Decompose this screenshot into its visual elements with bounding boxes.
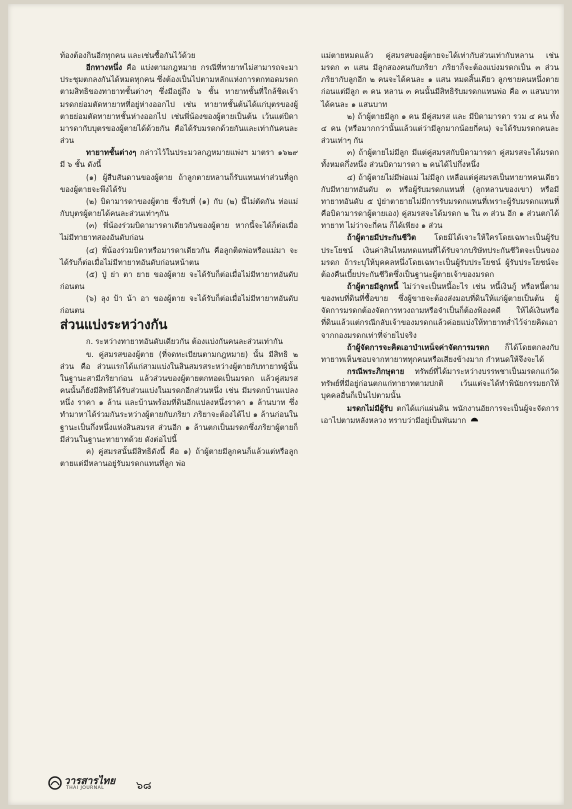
paragraph: [321, 342, 559, 366]
paragraph-text: กล่าวไว้ในประมวลกฎหมายแพ่งฯ มาตรา ๑๖๒๙ มี ๖ ชั้น ดังนี้: [60, 148, 298, 170]
paragraph-text: ข. คู่สมรสของผู้ตาย (ที่จดทะเบียนตามกฎหมาย) นั้น มีสิทธิ ๒ ส่วน คือ ส่วนแรกได้แก่สามแบ่งในสินสมรสระหว่างผู้ตายกับทายาทผู้นั้นในฐานะสามีภริยาก่อน แล้วส่วนของผู้ตายตกทอดเป็นมรดก แล้วคู่สมรสคนนั้นก็ยังมีสิทธิได้รับส่วนแบ่งในมรดกอีกส่วนหนึ่ง เช่น มีมรดกบ้านแปลงหนึ่ง ราคา ๑ ล้าน และบ้านพร้อมที่ดินอีกแปลงหนึ่งราคา ๑ ล้านบาท ซึ่งทำมาหาได้ร่วมกันระหว่างผู้ตายกับภริยา ภริยาจะต้องได้ไป ๑ ล้านก่อนในฐานะเป็นกึ่งหนึ่งแห่งสินสมรส ส่วนอีก ๑ ล้านตกเป็นมรดกซึ่งภริยาผู้ตายก็มีส่วนในฐานะทายาทด้วย ดังต่อไปนี้: [60, 349, 298, 444]
paragraph-text: ๔) ถ้าผู้ตายไม่มีพ่อแม่ ไม่มีลูก เหลือแต่คู่สมรสเป็นทายาทคนเดียว กับมีทายาทอันดับ ๓ หรือผู้รับมรดกแทนที่ (ลูกหลานของเขา) หรือมีทายาทอันดับ ๕ ปู่ย่าตายายไม่มีการรับมรดกแทนที่เพราะผู้รับมรดกแทนที่คือบิดามารดาผู้ตายเอง) คู่สมรสจะได้มรดก ๒ ใน ๓ ส่วน อีก ๑ ส่วนตกได้ทายาท ไม่ว่าจะกี่คน ก็ได้เพียง ๑ ส่วน: [321, 172, 559, 231]
paragraph: [321, 50, 559, 111]
end-mark-icon: [470, 416, 479, 425]
paragraph-lead: ทายาทชั้นต่างๆ: [86, 148, 137, 158]
paragraph-lead: กรณีพระภิกษุตาย: [347, 367, 405, 377]
paragraph-text: ท้องต้องกินอีกทุกคน และเช่นซื้อกันไว้ด้วย: [60, 51, 196, 60]
paragraph: [60, 336, 298, 348]
paragraph: [60, 196, 298, 220]
paragraph-text: ๒) ถ้าผู้ตายมีลูก ๑ คน มีคู่สมรส และ มีบิดามารดา รวม ๔ คน ทั้ง ๔ คน (หรือมากกว่านั้นแล้วแต่ว่ามีลูกมากน้อยกี่คน) จะได้รับมรดกคนละส่วนเท่าๆ กัน: [321, 111, 559, 146]
paragraph: [321, 403, 559, 427]
paragraph-lead: อีกทางหนึ่ง: [86, 63, 123, 73]
paragraph-lead: มรดกไม่มีผู้รับ: [347, 403, 393, 413]
paragraph-text: แม่ตายหมดแล้ว คู่สมรสของผู้ตายจะได้เท่ากับส่วนเท่ากับหลาน เช่น มรดก ๓ แสน มีลูกสองคนกับภริยา ภริยาก็จะต้องแบ่งมรดกเป็น ๓ ส่วน ภริยากับลูกอีก ๒ คนจะได้คนละ ๑ แสน หมดสิ้นเดียว ลูกชายคนหนึ่งตายก่อนแต่มีลูก ๓ คน หลาน ๓ คนนั้นมีสิทธิรับมรดกแทนพ่อ คือ ๓ แสนบาทได้คนละ ๑ แสนบาท: [321, 51, 559, 109]
paragraph-text: ก็ได้โดยตกลงกับทายาทเห็นชอบจากทายาททุกคนหรือเสียงข้างมาก กำหนดให้จึงจะได้: [321, 342, 559, 364]
paragraph-text: ทรัพย์ที่ได้มาระหว่างบรรพชาเป็นมรดกแก่วัด ทรัพย์ที่มีอยู่ก่อนตกแก่ทายาทตามปกติ เว้นแต่จะได้ทำพินัยกรรมยกให้บุคคลอื่นก็เป็นไปตามนั้น: [321, 367, 559, 401]
paragraph-lead: ถ้าผู้จัดการจะคิดเอาบำเหน็จค่าจัดการมรดก: [347, 342, 490, 352]
paragraph-text: โดยมิได้เจาะให้ใครโดยเฉพาะเป็นผู้รับประโยชน์ เงินค่าสินไหมทดแทนที่ได้รับจากบริษัทประกันชีวิตจะเป็นของมรดก ถ้าระบุให้บุคคลหนึ่งโดยเฉพาะเป็นผู้รับประโยชน์ ผู้รับประโยชน์จะต้องคืนเบี้ยประกันชีวิตซึ่งเป็นฐานะผู้ตายเจ้าของมรดก: [321, 233, 559, 279]
paragraph-text: ไม่ว่าจะเป็นหนี้อะไร เช่น หนี้เงินกู้ หรือหนี้ตามของพบที่ดินที่ซื้อขาย ซึ่งผู้ขายจะต้องส่งมอบที่ดินให้แก่ผู้ตายเป็นต้น ผู้จัดการมรดกต้องจัดการทวงถามหรือจำเป็นก็ต้องฟ้องคดี ให้ได้เงินหรือที่ดินแล้วแต่กรณีกลับเจ้าของมรดกแล้วค่อยแบ่งให้ทายาทส่ำไว้จ่ายคิดเอาจากกองมรดกเท่าที่จ่ายไปจริง: [321, 281, 559, 340]
paragraph-lead: ถ้าผู้ตายมีประกันชีวิต: [347, 233, 417, 243]
paragraph-lead: ถ้าผู้ตายมีลูกหนี้: [347, 281, 399, 291]
right-column: [321, 50, 559, 427]
page-footer: [48, 774, 208, 796]
magazine-logo-icon: [48, 776, 62, 790]
paragraph: [60, 62, 298, 147]
page-number: ๖๘: [136, 779, 152, 792]
magazine-logo-subtitle: THAI JOURNAL: [66, 786, 105, 791]
paragraph: [60, 220, 298, 244]
paragraph: [321, 172, 559, 233]
paragraph: [60, 269, 298, 293]
paragraph: [60, 446, 298, 470]
paragraph-text: ๓) ถ้าผู้ตายไม่มีลูก มีแต่คู่สมรสกับบิดามารดา คู่สมรสจะได้มรดกทั้งหมดกึ่งหนึ่ง ส่วนบิดามารดา ๒ คนได้ไปกึ่งหนึ่ง: [321, 148, 559, 170]
left-column: [60, 50, 298, 470]
paragraph-text: ตกได้แก่แผ่นดิน พนักงานอัยการจะเป็นผู้จะจัดการเอาไปตามหลังหลวง ทราบว่ามีอยู่เป็นพันมาก: [321, 403, 559, 425]
paragraph: [60, 293, 298, 317]
paragraph: [321, 111, 559, 147]
paragraph: [321, 147, 559, 171]
paragraph-text: (๖) ลุง ป้า น้า อา ของผู้ตาย จะได้รับก็ต่อเมื่อไม่มีทายาทอันดับก่อนตน: [60, 294, 298, 316]
paragraph: [60, 245, 298, 269]
paragraph: [60, 349, 298, 446]
paragraph-text: (๔) พี่น้องร่วมบิดาหรือมารดาเดียวกัน คือลูกติดพ่อหรือแม่มา จะได้รับก็ต่อเมื่อไม่มีทายาทอันดับก่อนหน้าตน: [60, 245, 298, 267]
magazine-logo-text: วารสารไทย: [64, 776, 116, 787]
paragraph-text: (๓) พี่น้องร่วมบิดามารดาเดียวกันของผู้ตาย หากนี้จะได้ก็ต่อเมื่อไม่มีทายาทสองอันดับก่อน: [60, 221, 298, 243]
paragraph: [321, 232, 559, 281]
paragraph: [60, 50, 298, 62]
paragraph: [321, 366, 559, 402]
paragraph-text: (๕) ปู่ ย่า ตา ยาย ของผู้ตาย จะได้รับก็ต่อเมื่อไม่มีทายาทอันดับก่อนตน: [60, 269, 298, 291]
paragraph: [60, 147, 298, 171]
paragraph-text: (๒) บิดามารดาของผู้ตาย ซึ่งรับที่ (๑) กับ (๒) นี้ไม่ตัดกัน ท่อแม่กับบุตรผู้ตายได้คนละส่วนเท่าๆกัน: [60, 196, 298, 219]
paragraph: [60, 172, 298, 196]
section-heading: ส่วนแบ่งระหว่างกัน: [60, 318, 168, 334]
paragraph-text: (๑) ผู้สืบสันดานของผู้ตาย ถ้าลูกตายหลานก็รับแทนเท่าส่วนที่ลูกของผู้ตายจะพึงได้รับ: [60, 172, 298, 194]
paragraph-text: ก. ระหว่างทายาทอันดับเดียวกัน ต้องแบ่งกันคนละส่วนเท่ากัน: [86, 337, 283, 347]
paragraph-text: ค) คู่สมรสนั้นมีสิทธิดังนี้ คือ ๑) ถ้าผู้ตายมีลูกคนก็แล้วแต่หรือลูกตายแต่มีหลานอยู่รับมรดกแทนที่ลูก พ่อ: [60, 446, 298, 468]
paragraph-text: คือ แบ่งตามกฎหมาย กรณีที่ทายาทไม่สามารถจะมาประชุมตกลงกันได้หมดทุกคน ซึ่งต้องเป็นไปตามหลักแห่งการตกทอดมรดก ตามสิทธิของทายาทชั้นต่างๆ ซึ่งมีอยู่ถึง ๖ ชั้น ทายาทชั้นที่ใกล้ชิดเจ้ามรดกย่อมตัดทายาทที่อยู่ห่างออกไป เช่น ทายาทชั้นต้นได้แก่บุตรของผู้ตายย่อมตัดทายาทชั้นห่างออกไป เช่นพี่น้องของผู้ตายเป็นต้น เว้นแต่บิดามารดากับบุตรของผู้ตายได้ด้วยกัน คือได้รับมรดกด้วยกันและเท่ากันคนละส่วน: [60, 63, 298, 146]
document-page: [8, 4, 564, 805]
paragraph: [321, 281, 559, 342]
